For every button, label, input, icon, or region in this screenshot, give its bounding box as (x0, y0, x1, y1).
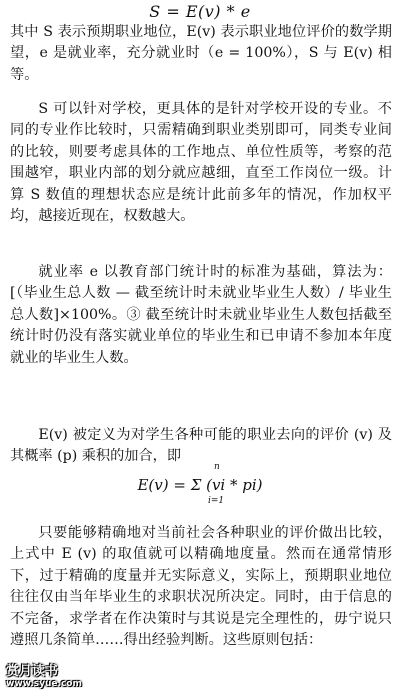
watermark-url: www.syue.com (6, 679, 82, 689)
sum-lower-limit: i=1 (208, 496, 225, 506)
formula-expectation (0, 462, 400, 506)
paragraph-school-major: S 可以针对学校，更具体的是针对学校开设的专业。不同的专业作比较时，只需精确到职业类别即可，同类专业间的比较，则要考虑具体的工作地点、单位性质等，考察的范围越窄，职业内部的划分就应越细，直至工作岗位一级。计算 S 数值的理想状态应是统计此前多年的情况，作加权平均，越接近现在，权数越大。 (10, 101, 392, 225)
paragraph-employment-rate: 就业率 e 以教育部门统计时的标准为基础，算法为：[（毕业生总人数 — 截至统计时未就业毕业生人数）/ 毕业生总人数]×100%。③ 截至统计时未就业毕业生人数包括截至统计时仍没有落实就业单位的毕业生和已申请不参加本年度就业的毕业生人数。 (10, 264, 392, 366)
paragraph-expectation-definition: E(v) 被定义为对学生各种可能的职业去向的评价 (v) 及其概率 (p) 乘积的加合，即 (10, 427, 392, 465)
watermark-title: 赏月读书 (6, 664, 59, 679)
formula-s-definition: S = E(v) * e (149, 2, 251, 21)
paragraph-measurement-discussion: 只要能够精确地对当前社会各种职业的评价做出比较，上式中 E (v) 的取值就可以精确地度量。然而在通常情形下，过于精确的度量并无实际意义，实际上，预期职业地位往往仅由当年毕业生的求职状况所决定。同时，由于信息的不完备，求学者在作决策时与其说是完全理性的，毋宁说只遵照几条简单……得出经验判断。这些原则包括： (10, 525, 392, 649)
sum-upper-limit: n (214, 462, 220, 472)
formula-expectation-text: E(v) = Σ (vi * pi) (137, 476, 263, 494)
paragraph-variable-definitions: 其中 S 表示预期职业地位，E(v) 表示职业地位评价的数学期望，e 是就业率，充分就业时（e = 100%），S 与 E(v) 相等。 (10, 24, 392, 83)
watermark-logo (6, 666, 82, 690)
